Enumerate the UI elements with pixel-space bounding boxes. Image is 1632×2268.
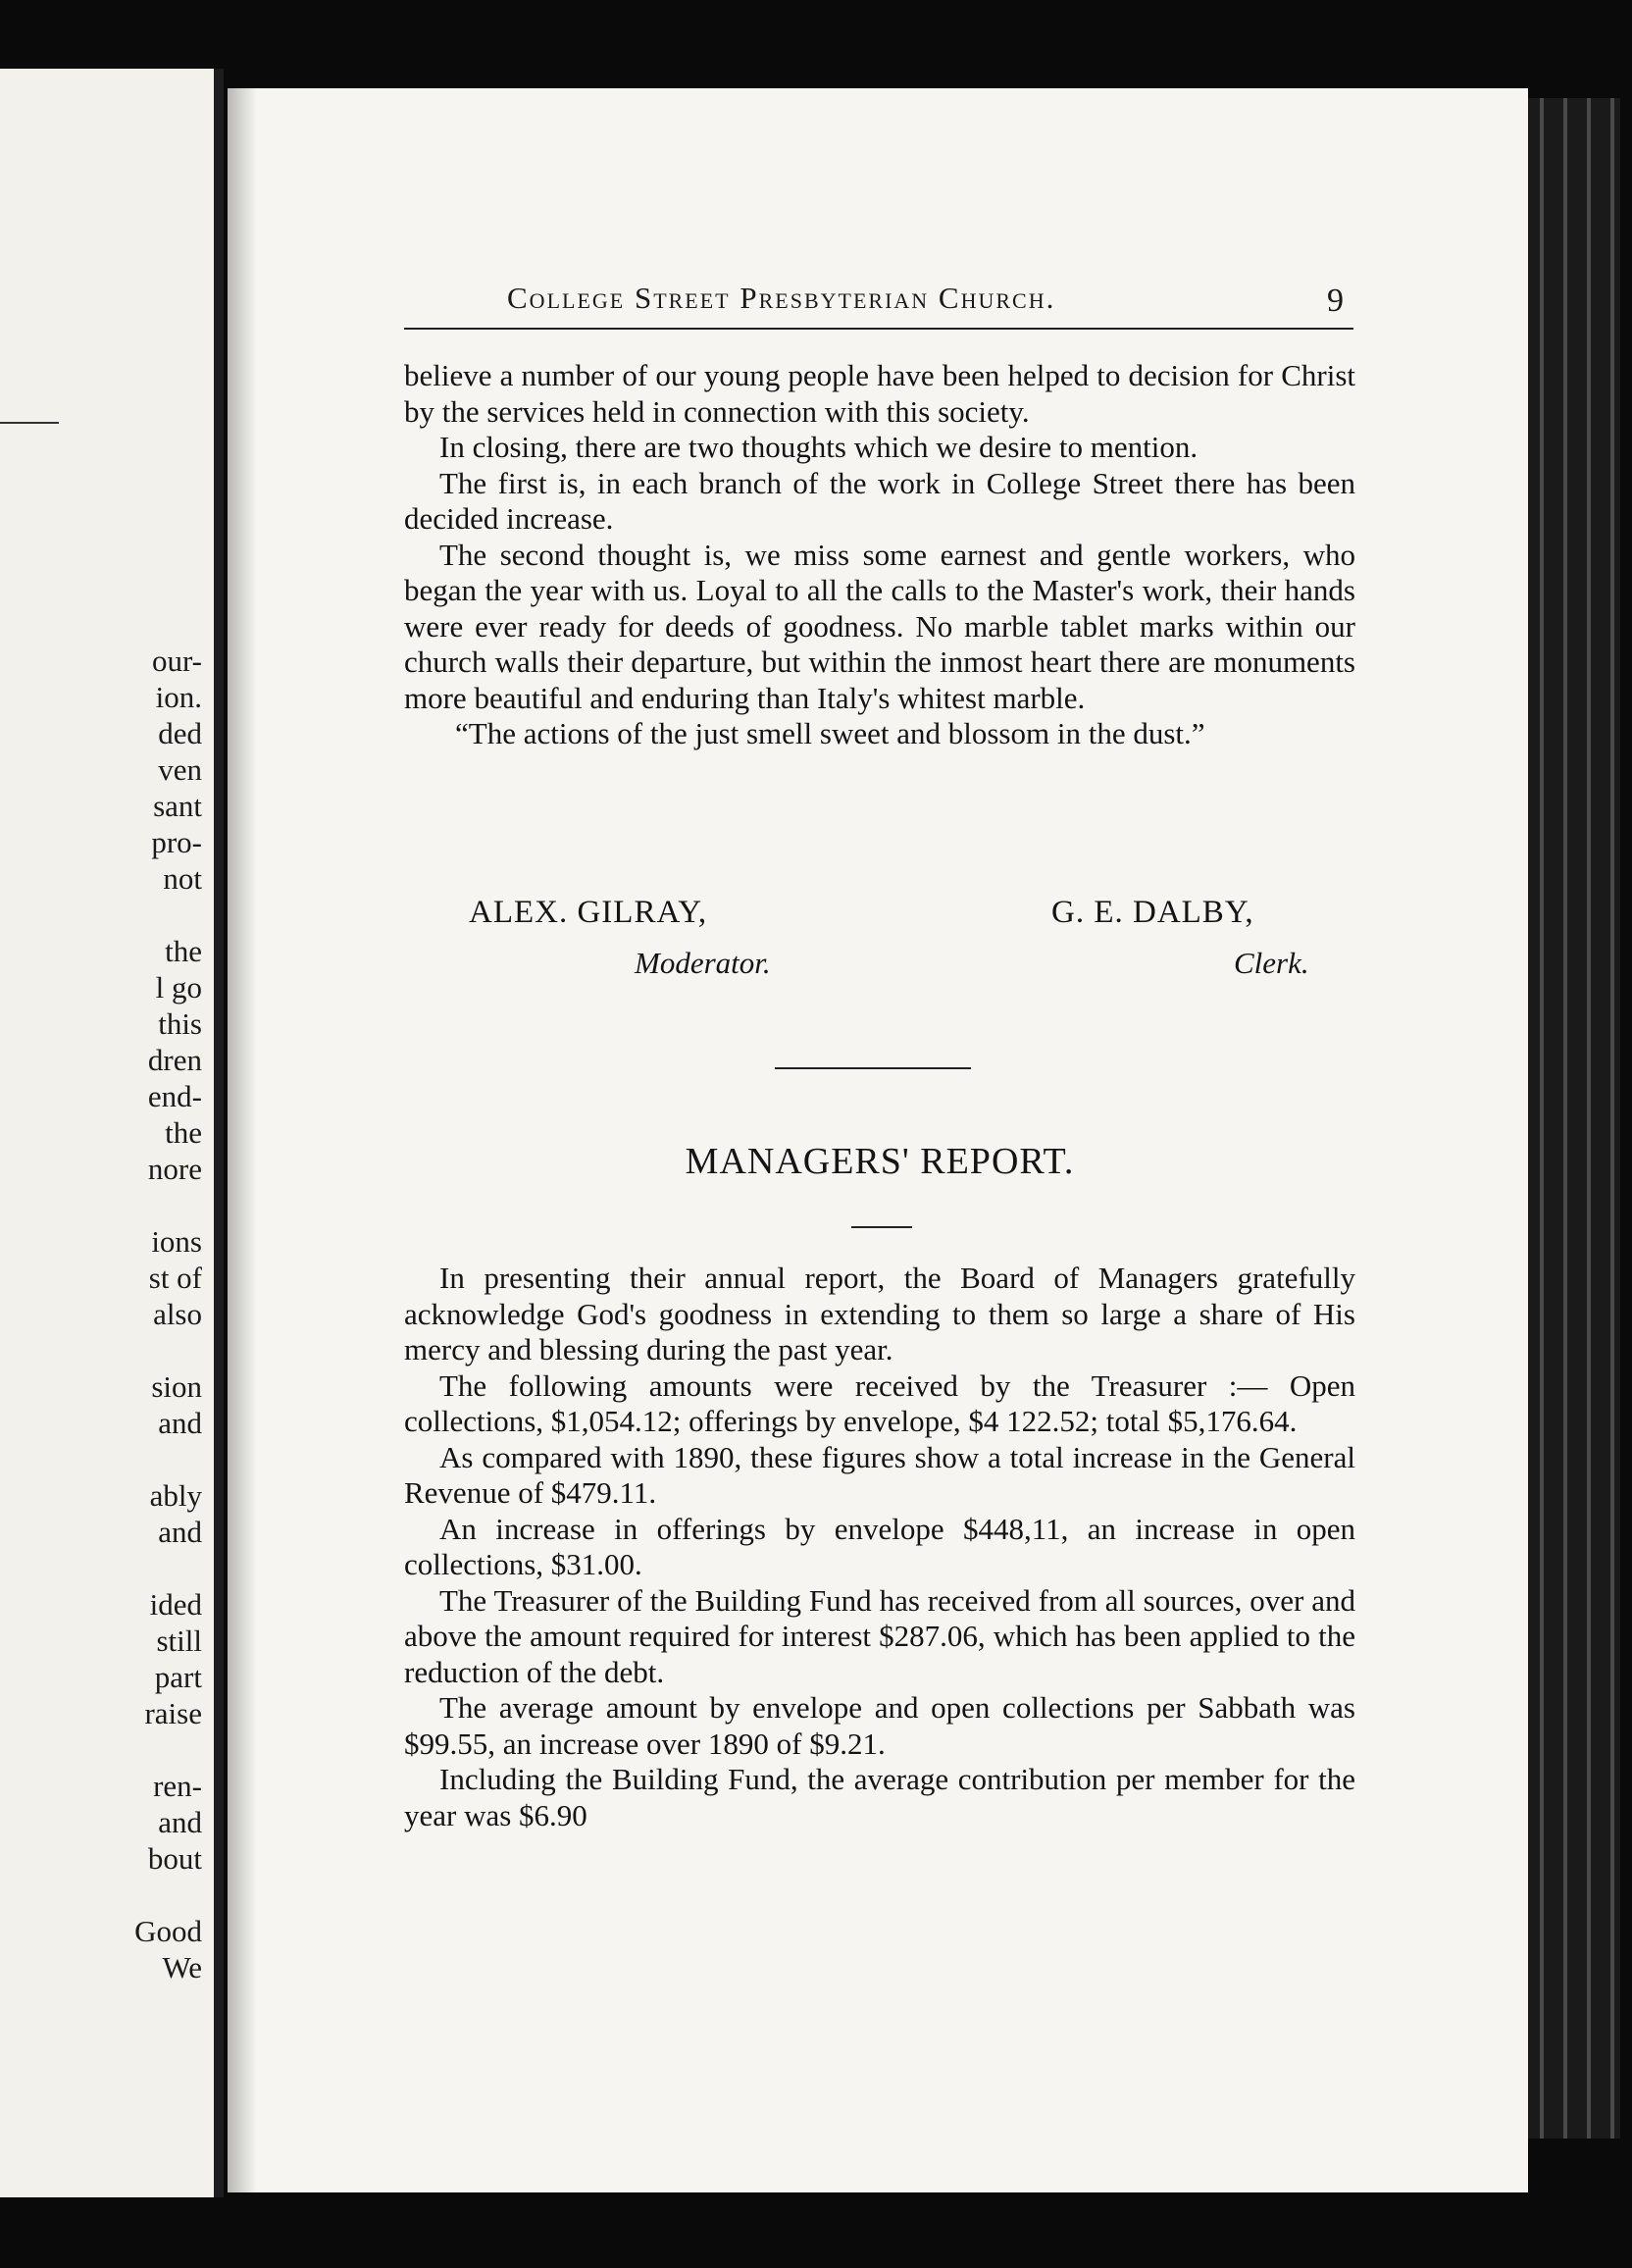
left-fragment: ded — [158, 716, 202, 750]
left-fragment: the — [165, 934, 202, 968]
left-fragment: raise — [144, 1696, 202, 1730]
paragraph: Including the Building Fund, the average contribution per member for the year was $6.90 — [404, 1762, 1355, 1832]
left-fragment-gap — [6, 1332, 202, 1368]
clerk-name: G. E. DALBY, — [1051, 895, 1254, 930]
moderator-name: ALEX. GILRAY, — [469, 895, 708, 930]
section-title: MANAGERS' REPORT. — [685, 1141, 1075, 1182]
left-fragment: Good — [134, 1914, 202, 1948]
page-number: 9 — [1327, 283, 1344, 319]
left-fragment: ably — [149, 1478, 202, 1513]
left-fragment: sion — [151, 1369, 202, 1404]
paragraph: An increase in offerings by envelope $448,11, an increase in open collections, $31.00. — [404, 1511, 1355, 1581]
left-fragment: dren — [147, 1043, 202, 1077]
running-head: College Street Presbyterian Church. — [507, 281, 1056, 315]
moderator-title: Moderator. — [635, 946, 771, 980]
left-page-rule — [0, 422, 59, 424]
paragraph: The second thought is, we miss some earnest and gentle workers, who began the year with us. Loyal to all the calls to the Master's work, their hands were ever ready for deeds of goodness. No marble tablet marks within our church walls their departure, but within the inmost heart there are monuments more beautiful and enduring than Italy's whitest marble. — [404, 537, 1355, 715]
left-fragment: our- — [151, 644, 202, 678]
closing-quote: “The actions of the just smell sweet and blossom in the dust.” — [455, 716, 1205, 750]
left-fragment: and — [158, 1805, 202, 1839]
left-fragment-gap — [6, 1731, 202, 1768]
left-fragment: bout — [147, 1841, 202, 1876]
paragraph: In closing, there are two thoughts which we desire to mention. — [439, 430, 1198, 464]
left-fragment: ions — [151, 1224, 202, 1259]
paragraph: The first is, in each branch of the work in College Street there has been decided increase. — [404, 465, 1355, 536]
paragraph: The following amounts were received by the Treasurer :— Open collections, $1,054.12; offerings by envelope, $4 122.52; total $5,176.64. — [404, 1367, 1355, 1438]
left-fragment: ion. — [155, 680, 202, 714]
left-fragment: st of — [148, 1261, 202, 1295]
left-page — [0, 69, 224, 2197]
gutter-shadow — [228, 88, 257, 2192]
continued-text — [404, 358, 1355, 752]
left-fragment-gap — [6, 1550, 202, 1586]
left-fragment: the — [165, 1115, 202, 1150]
left-fragment: this — [158, 1006, 202, 1041]
paragraph: As compared with 1890, these figures show a total increase in the General Revenue of $479.11. — [404, 1439, 1355, 1510]
managers-report — [404, 1261, 1355, 1833]
left-fragment: ided — [149, 1587, 202, 1622]
left-fragment: also — [153, 1297, 202, 1331]
left-fragment: not — [163, 861, 202, 896]
paragraph: The average amount by envelope and open collections per Sabbath was $99.55, an increase over 1890 of $9.21. — [404, 1690, 1355, 1761]
section-divider — [775, 1067, 971, 1069]
paragraph: In presenting their annual report, the Board of Managers gratefully acknowledge God's goodness in extending to them so large a share of His mercy and blessing during the past year. — [404, 1261, 1355, 1366]
page-header — [404, 277, 1353, 330]
left-fragment: ven — [158, 752, 202, 787]
left-fragment: We — [162, 1950, 202, 1984]
left-fragment: and — [158, 1515, 202, 1549]
left-fragment: ren- — [153, 1769, 202, 1803]
left-fragment-gap — [6, 1877, 202, 1913]
left-fragment: sant — [153, 789, 202, 823]
left-fragment: and — [158, 1406, 202, 1440]
left-fragment: l go — [155, 970, 202, 1005]
paragraph: The Treasurer of the Building Fund has received from all sources, over and above the amount required for interest $287.06, which has been applied to the reduction of the debt. — [404, 1582, 1355, 1689]
left-fragment: pro- — [151, 825, 202, 859]
left-fragment: still — [156, 1624, 202, 1658]
left-fragment: end- — [147, 1079, 202, 1113]
left-fragment: nore — [147, 1152, 202, 1186]
left-page-fragments — [6, 643, 202, 1985]
paragraph: believe a number of our young people have been helped to decision for Christ by the services held in connection with this society. — [404, 358, 1355, 429]
left-fragment: part — [154, 1660, 202, 1694]
title-underline — [851, 1226, 912, 1228]
left-fragment-gap — [6, 897, 202, 933]
left-fragment-gap — [6, 1187, 202, 1223]
left-fragment-gap — [6, 1441, 202, 1477]
clerk-title: Clerk. — [1234, 946, 1309, 980]
